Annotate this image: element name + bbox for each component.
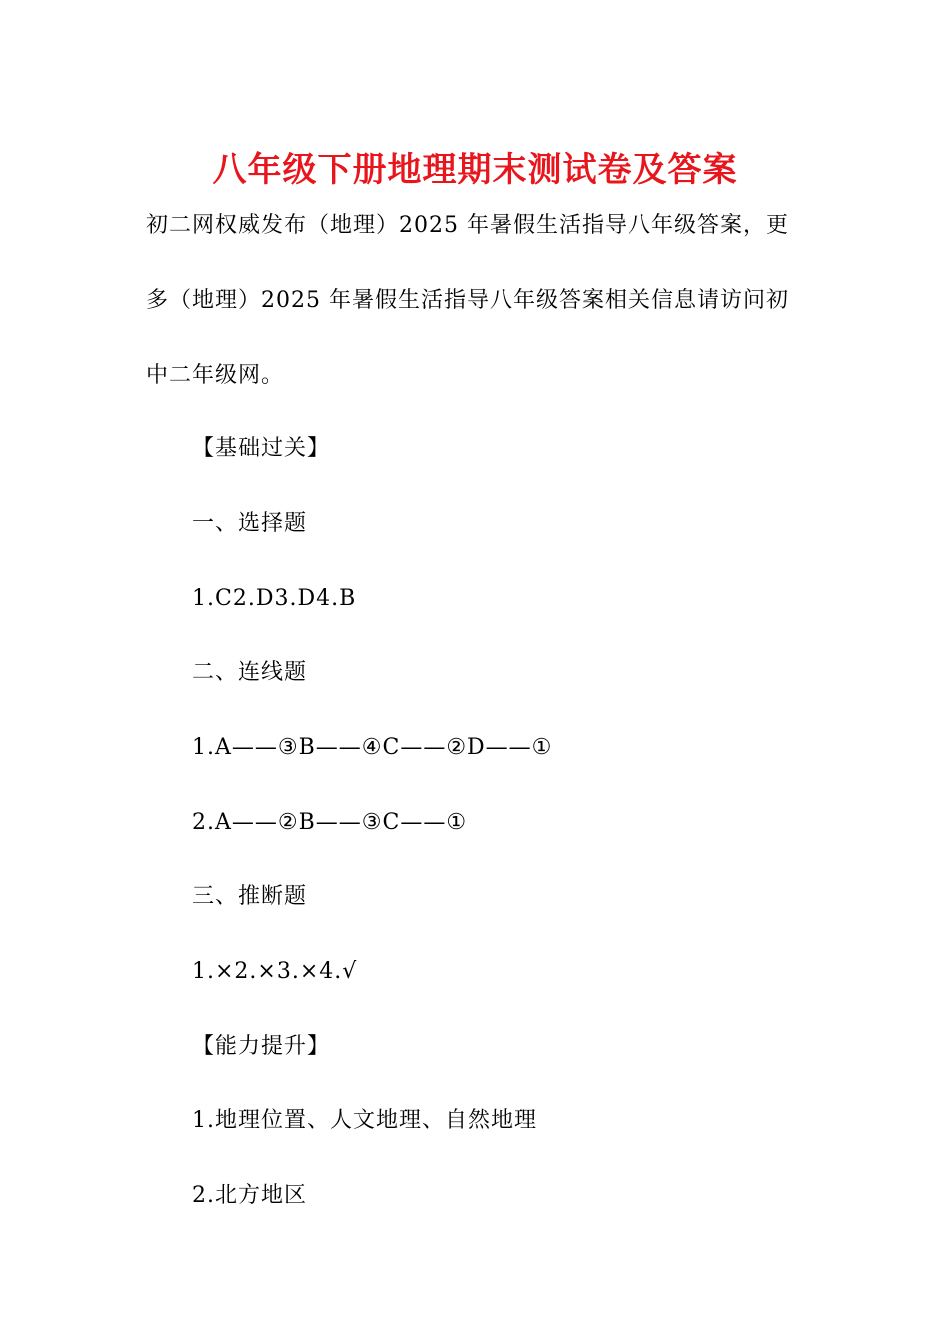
ability-section-heading: 【能力提升】 <box>192 1034 331 1059</box>
ability-answer-1: 1.地理位置、人文地理、自然地理 <box>192 1108 537 1133</box>
matching-answer-1: 1.A——③B——④C——②D——① <box>192 735 553 760</box>
choice-answers: 1.C2.D3.D4.B <box>192 586 357 611</box>
intro-line-1: 初二网权威发布（地理）2025 年暑假生活指导八年级答案，更 <box>146 213 789 238</box>
intro-line-3: 中二年级网。 <box>146 363 285 388</box>
basic-section-heading: 【基础过关】 <box>192 436 331 461</box>
ability-answer-2: 2.北方地区 <box>192 1183 307 1208</box>
matching-question-heading: 二、连线题 <box>192 660 308 685</box>
matching-answer-2: 2.A——②B——③C——① <box>192 810 468 835</box>
page-title: 八年级下册地理期末测试卷及答案 <box>212 150 738 190</box>
intro-line-2: 多（地理）2025 年暑假生活指导八年级答案相关信息请访问初 <box>146 288 789 313</box>
choice-question-heading: 一、选择题 <box>192 511 308 536</box>
judgement-answers: 1.×2.×3.×4.√ <box>192 959 358 984</box>
judgement-question-heading: 三、推断题 <box>192 884 308 909</box>
